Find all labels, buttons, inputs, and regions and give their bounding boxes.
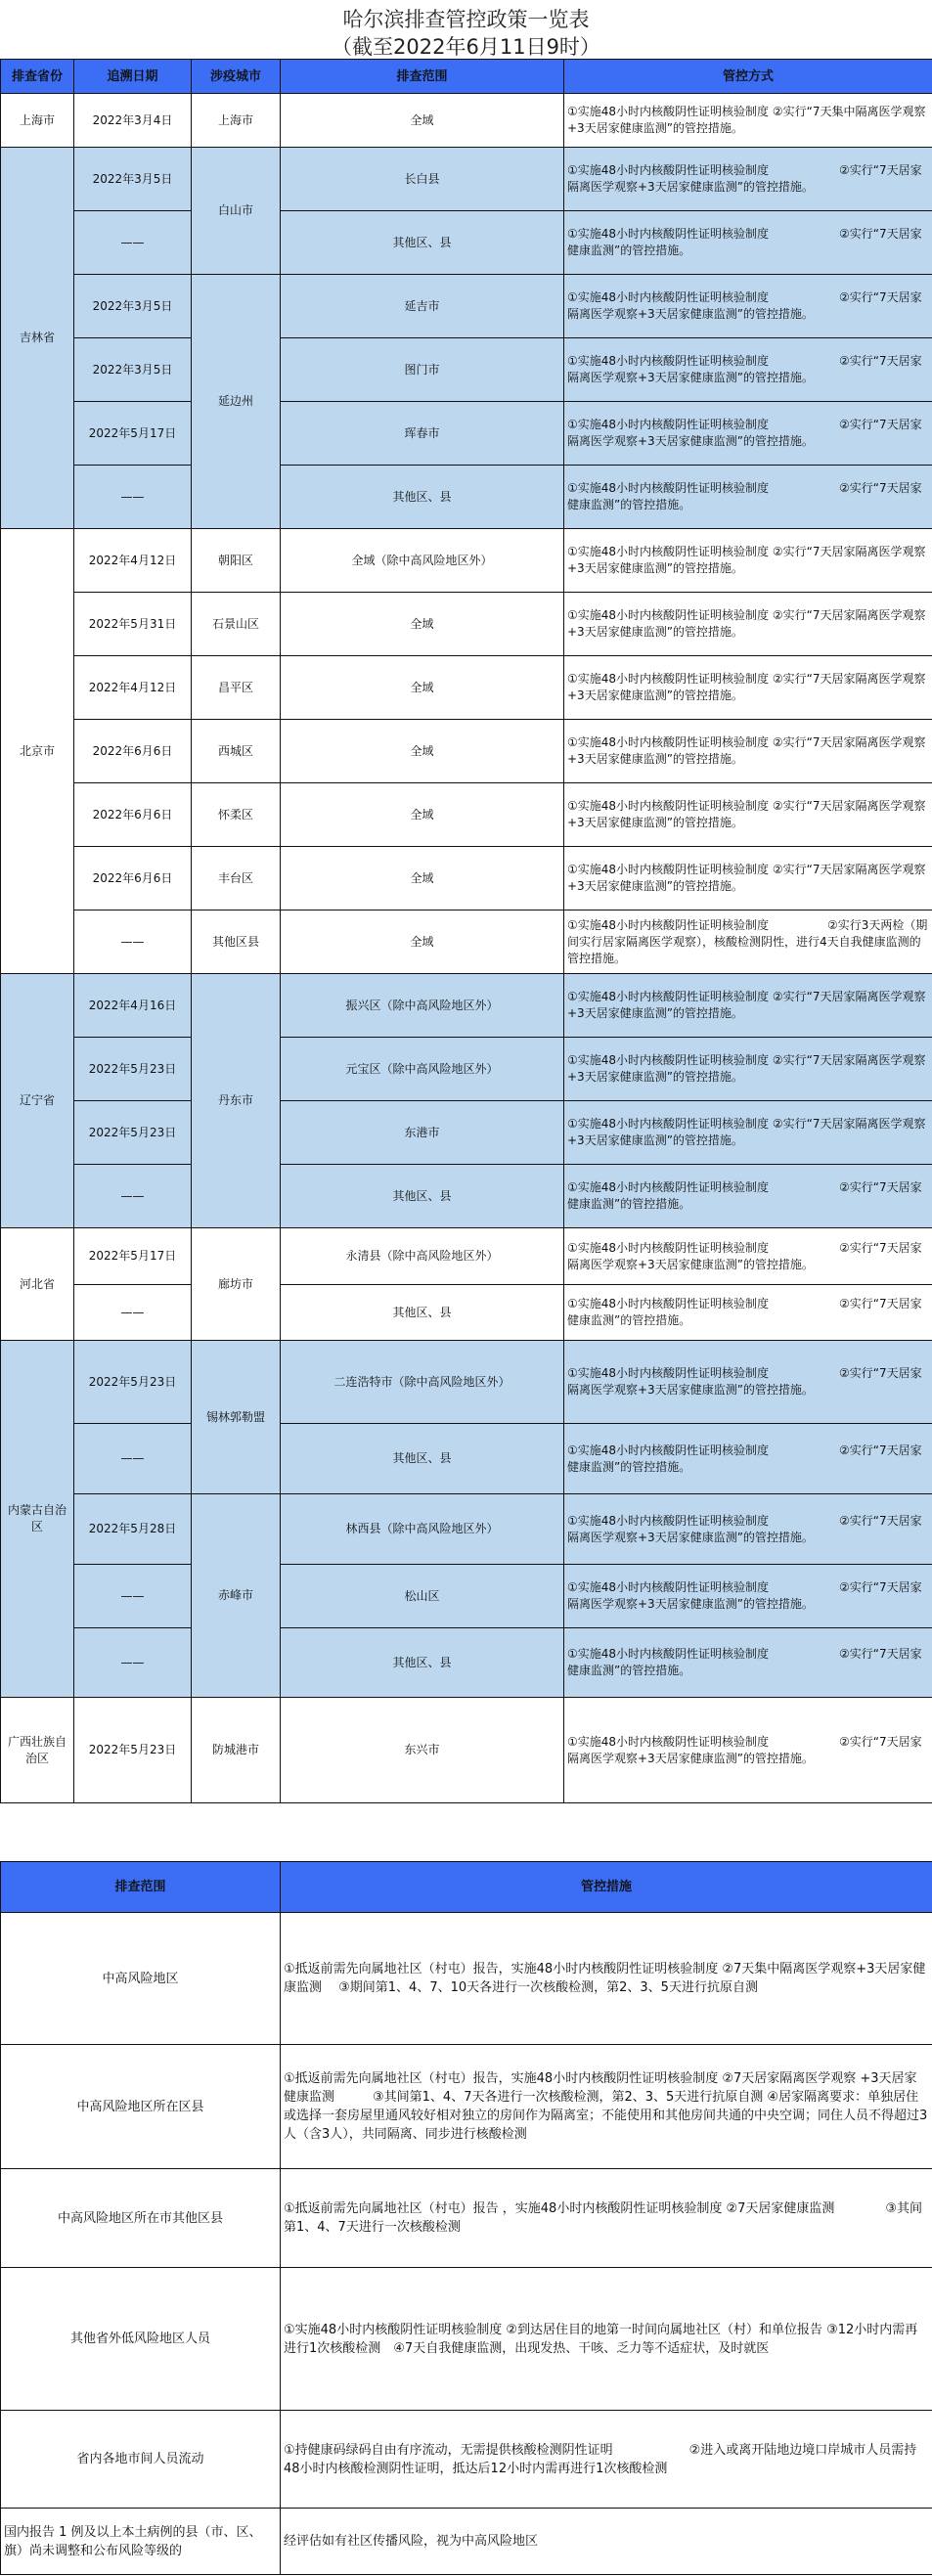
- province-cell: 内蒙古自治区: [1, 1341, 74, 1698]
- scope-cell: 二连浩特市（除中高风险地区外）: [281, 1341, 564, 1424]
- table-row: [1, 2045, 932, 2169]
- scope-cell: 全域: [281, 720, 564, 783]
- header-measure: 管控方式: [564, 60, 932, 94]
- date-cell: ——: [74, 1165, 192, 1228]
- date-cell: 2022年5月17日: [74, 402, 192, 466]
- measure-cell: ①抵返前需先向属地社区（村屯）报告，实施48小时内核酸阴性证明核验制度 ②7天集中隔离医学观察+3天居家健康监测 ③期间第1、4、7、10天各进行一次核酸检测，第2、3、5天进行抗原自测: [281, 1913, 932, 2045]
- measure-cell: ①实施48小时内核酸阴性证明核验制度 ②实行“7天居家隔离医学观察+3天居家健康监测”的管控措施。: [564, 1341, 932, 1424]
- date-cell: 2022年5月28日: [74, 1494, 192, 1565]
- scope-cell: 其他区、县: [281, 1424, 564, 1494]
- measure-cell: ①实施48小时内核酸阴性证明核验制度 ②实行“7天居家隔离医学观察+3天居家健康监测”的管控措施。: [564, 1038, 932, 1101]
- date-cell: 2022年4月12日: [74, 656, 192, 720]
- measure-cell: ①实施48小时内核酸阴性证明核验制度 ②实行“7天居家隔离医学观察+3天居家健康监测”的管控措施。: [564, 1101, 932, 1165]
- city-cell: 延边州: [192, 275, 281, 529]
- table-row: [1, 974, 932, 1038]
- header-scope: 排查范围: [1, 1862, 281, 1913]
- date-cell: 2022年5月23日: [74, 1698, 192, 1803]
- measure-cell: ①实施48小时内核酸阴性证明核验制度 ②实行“7天居家隔离医学观察+3天居家健康监测”的管控措施。: [564, 338, 932, 402]
- province-cell: 河北省: [1, 1228, 74, 1341]
- date-cell: 2022年3月5日: [74, 148, 192, 211]
- city-cell: 上海市: [192, 94, 281, 148]
- date-cell: ——: [74, 910, 192, 974]
- scope-cell: 其他区、县: [281, 1628, 564, 1698]
- date-cell: 2022年3月5日: [74, 338, 192, 402]
- date-cell: 2022年6月6日: [74, 847, 192, 910]
- date-cell: 2022年5月23日: [74, 1038, 192, 1101]
- table-row: [1, 1628, 932, 1698]
- measure-cell: ①实施48小时内核酸阴性证明核验制度 ②实行“7天居家隔离医学观察+3天居家健康监测”的管控措施。: [564, 1494, 932, 1565]
- city-cell: 其他区县: [192, 910, 281, 974]
- measure-cell: ①实施48小时内核酸阴性证明核验制度 ②实行“7天居家隔离医学观察+3天居家健康监测”的管控措施。: [564, 720, 932, 783]
- table-row: [1, 1285, 932, 1341]
- measure-cell: ①实施48小时内核酸阴性证明核验制度 ②实行“7天居家隔离医学观察+3天居家健康监测”的管控措施。: [564, 148, 932, 211]
- table-row: [1, 529, 932, 593]
- date-cell: ——: [74, 1424, 192, 1494]
- header-date: 追溯日期: [74, 60, 192, 94]
- date-cell: ——: [74, 1628, 192, 1698]
- measures-table: [0, 1861, 932, 2575]
- date-cell: 2022年6月6日: [74, 720, 192, 783]
- measure-cell: ①实施48小时内核酸阴性证明核验制度 ②到达居住目的地第一时间向属地社区（村）和单位报告 ③12小时内需再进行1次核酸检测 ④7天自我健康监测，出现发热、干咳、乏力等不适症状，及时就医: [281, 2268, 932, 2411]
- scope-cell: 林西县（除中高风险地区外）: [281, 1494, 564, 1565]
- scope-cell: 东港市: [281, 1101, 564, 1165]
- measure-cell: ①实施48小时内核酸阴性证明核验制度 ②实行“7天居家隔离医学观察+3天居家健康监测”的管控措施。: [564, 1565, 932, 1628]
- scope-cell: 全域: [281, 783, 564, 847]
- scope-cell: 国内报告 1 例及以上本土病例的县（市、区、旗）尚未调整和公布风险等级的: [1, 2509, 281, 2575]
- table-row: [1, 910, 932, 974]
- table-row: [1, 338, 932, 402]
- table-row: [1, 1101, 932, 1165]
- table-row: [1, 148, 932, 211]
- table-row: [1, 1228, 932, 1285]
- city-cell: 赤峰市: [192, 1494, 281, 1698]
- measure-cell: ①实施48小时内核酸阴性证明核验制度 ②实行“7天居家隔离医学观察+3天居家健康监测”的管控措施。: [564, 1228, 932, 1285]
- scope-cell: 松山区: [281, 1565, 564, 1628]
- table-row: [1, 2509, 932, 2575]
- measure-cell: ①实施48小时内核酸阴性证明核验制度 ②实行“7天居家隔离医学观察+3天居家健康监测”的管控措施。: [564, 974, 932, 1038]
- scope-cell: 其他省外低风险地区人员: [1, 2268, 281, 2411]
- table-row: [1, 1913, 932, 2045]
- scope-cell: 省内各地市间人员流动: [1, 2411, 281, 2509]
- measure-cell: ①持健康码绿码自由有序流动，无需提供核酸检测阴性证明 ②进入或离开陆地边境口岸城市人员需持48小时内核酸检测阴性证明，抵达后12小时内需再进行1次核酸检测: [281, 2411, 932, 2509]
- table-row: [1, 1565, 932, 1628]
- scope-cell: 永清县（除中高风险地区外）: [281, 1228, 564, 1285]
- measure-cell: ①实施48小时内核酸阴性证明核验制度 ②实行“7天集中隔离医学观察+3天居家健康监测”的管控措施。: [564, 94, 932, 148]
- scope-cell: 中高风险地区所在区县: [1, 2045, 281, 2169]
- province-cell: 辽宁省: [1, 974, 74, 1228]
- province-cell: 吉林省: [1, 148, 74, 529]
- measure-cell: ①实施48小时内核酸阴性证明核验制度 ②实行3天两检（期间实行居家隔离医学观察），核酸检测阴性，进行4天自我健康监测的管控措施。: [564, 910, 932, 974]
- city-cell: 怀柔区: [192, 783, 281, 847]
- scope-cell: 中高风险地区: [1, 1913, 281, 2045]
- measure-cell: ①实施48小时内核酸阴性证明核验制度 ②实行“7天居家健康监测”的管控措施。: [564, 1285, 932, 1341]
- city-cell: 丰台区: [192, 847, 281, 910]
- date-cell: ——: [74, 466, 192, 529]
- scope-cell: 延吉市: [281, 275, 564, 338]
- date-cell: 2022年3月5日: [74, 275, 192, 338]
- table-row: [1, 593, 932, 656]
- table-row: [1, 2268, 932, 2411]
- table-row: [1, 1494, 932, 1565]
- city-cell: 丹东市: [192, 974, 281, 1228]
- table-row: [1, 94, 932, 148]
- date-cell: ——: [74, 1565, 192, 1628]
- policy-table: [0, 59, 932, 1803]
- measure-cell: ①实施48小时内核酸阴性证明核验制度 ②实行“7天居家健康监测”的管控措施。: [564, 1424, 932, 1494]
- table-header-row: [1, 60, 932, 94]
- header-measure: 管控措施: [281, 1862, 932, 1913]
- table-row: [1, 211, 932, 275]
- scope-cell: 其他区、县: [281, 466, 564, 529]
- scope-cell: 全域: [281, 847, 564, 910]
- measure-cell: ①实施48小时内核酸阴性证明核验制度 ②实行“7天居家隔离医学观察+3天居家健康监测”的管控措施。: [564, 593, 932, 656]
- page-title: 哈尔滨排查管控政策一览表: [342, 8, 590, 31]
- header-city: 涉疫城市: [192, 60, 281, 94]
- table-row: [1, 1038, 932, 1101]
- table-row: [1, 1698, 932, 1803]
- date-cell: 2022年5月23日: [74, 1341, 192, 1424]
- date-cell: 2022年5月17日: [74, 1228, 192, 1285]
- measure-cell: ①实施48小时内核酸阴性证明核验制度 ②实行“7天居家隔离医学观察+3天居家健康监测”的管控措施。: [564, 847, 932, 910]
- city-cell: 昌平区: [192, 656, 281, 720]
- scope-cell: 全域: [281, 656, 564, 720]
- table-header-row: [1, 1862, 932, 1913]
- scope-cell: 全域: [281, 910, 564, 974]
- scope-cell: 珲春市: [281, 402, 564, 466]
- measure-cell: ①实施48小时内核酸阴性证明核验制度 ②实行“7天居家隔离医学观察+3天居家健康监测”的管控措施。: [564, 275, 932, 338]
- date-cell: 2022年5月23日: [74, 1101, 192, 1165]
- table-row: [1, 2169, 932, 2268]
- table-row: [1, 275, 932, 338]
- city-cell: 西城区: [192, 720, 281, 783]
- measure-cell: ①实施48小时内核酸阴性证明核验制度 ②实行“7天居家隔离医学观察+3天居家健康监测”的管控措施。: [564, 783, 932, 847]
- city-cell: 廊坊市: [192, 1228, 281, 1341]
- table-row: [1, 1341, 932, 1424]
- header-province: 排查省份: [1, 60, 74, 94]
- date-cell: 2022年4月12日: [74, 529, 192, 593]
- city-cell: 朝阳区: [192, 529, 281, 593]
- scope-cell: 振兴区（除中高风险地区外）: [281, 974, 564, 1038]
- date-cell: 2022年5月31日: [74, 593, 192, 656]
- table-row: [1, 1424, 932, 1494]
- measure-cell: ①实施48小时内核酸阴性证明核验制度 ②实行“7天居家健康监测”的管控措施。: [564, 466, 932, 529]
- measure-cell: ①实施48小时内核酸阴性证明核验制度 ②实行“7天居家隔离医学观察+3天居家健康监测”的管控措施。: [564, 529, 932, 593]
- city-cell: 白山市: [192, 148, 281, 275]
- date-cell: 2022年4月16日: [74, 974, 192, 1038]
- province-cell: 北京市: [1, 529, 74, 974]
- header-scope: 排查范围: [281, 60, 564, 94]
- city-cell: 锡林郭勒盟: [192, 1341, 281, 1494]
- table-row: [1, 783, 932, 847]
- table-row: [1, 720, 932, 783]
- measure-cell: ①实施48小时内核酸阴性证明核验制度 ②实行“7天居家隔离医学观察+3天居家健康监测”的管控措施。: [564, 402, 932, 466]
- table-row: [1, 466, 932, 529]
- scope-cell: 中高风险地区所在市其他区县: [1, 2169, 281, 2268]
- province-cell: 广西壮族自治区: [1, 1698, 74, 1803]
- city-cell: 石景山区: [192, 593, 281, 656]
- scope-cell: 全域（除中高风险地区外）: [281, 529, 564, 593]
- measure-cell: ①实施48小时内核酸阴性证明核验制度 ②实行“7天居家隔离医学观察+3天居家健康监测”的管控措施。: [564, 656, 932, 720]
- measure-cell: 经评估如有社区传播风险，视为中高风险地区: [281, 2509, 932, 2575]
- scope-cell: 其他区、县: [281, 211, 564, 275]
- measure-cell: ①实施48小时内核酸阴性证明核验制度 ②实行“7天居家健康监测”的管控措施。: [564, 211, 932, 275]
- scope-cell: 其他区、县: [281, 1285, 564, 1341]
- scope-cell: 图门市: [281, 338, 564, 402]
- scope-cell: 元宝区（除中高风险地区外）: [281, 1038, 564, 1101]
- date-cell: ——: [74, 211, 192, 275]
- scope-cell: 东兴市: [281, 1698, 564, 1803]
- table-row: [1, 402, 932, 466]
- date-cell: ——: [74, 1285, 192, 1341]
- date-cell: 2022年6月6日: [74, 783, 192, 847]
- date-cell: 2022年3月4日: [74, 94, 192, 148]
- measure-cell: ①实施48小时内核酸阴性证明核验制度 ②实行“7天居家健康监测”的管控措施。: [564, 1165, 932, 1228]
- measure-cell: ①抵返前需先向属地社区（村屯）报告，实施48小时内核酸阴性证明核验制度 ②7天居家隔离医学观察 +3天居家健康监测 ③其间第1、4、7天各进行一次核酸检测，第2、3、5天进行抗原自测 ④居家隔离要求：单独居住或选择一套房屋里通风较好相对独立的房间作为隔离室；不能使用和其他房间共通的中央空调；同住人员不得超过3人（含3人），共同隔离、同步进行核酸检测: [281, 2045, 932, 2169]
- province-cell: 上海市: [1, 94, 74, 148]
- table-row: [1, 1165, 932, 1228]
- scope-cell: 其他区、县: [281, 1165, 564, 1228]
- scope-cell: 全域: [281, 94, 564, 148]
- city-cell: 防城港市: [192, 1698, 281, 1803]
- table-row: [1, 2411, 932, 2509]
- measure-cell: ①实施48小时内核酸阴性证明核验制度 ②实行“7天居家隔离医学观察+3天居家健康监测”的管控措施。: [564, 1698, 932, 1803]
- scope-cell: 长白县: [281, 148, 564, 211]
- scope-cell: 全域: [281, 593, 564, 656]
- page-subtitle: （截至2022年6月11日9时）: [332, 35, 600, 59]
- measure-cell: ①抵返前需先向属地社区（村屯）报告 ，实施48小时内核酸阴性证明核验制度 ②7天居家健康监测 ③其间第1、4、7天进行一次核酸检测: [281, 2169, 932, 2268]
- table-row: [1, 847, 932, 910]
- table-row: [1, 656, 932, 720]
- measure-cell: ①实施48小时内核酸阴性证明核验制度 ②实行“7天居家健康监测”的管控措施。: [564, 1628, 932, 1698]
